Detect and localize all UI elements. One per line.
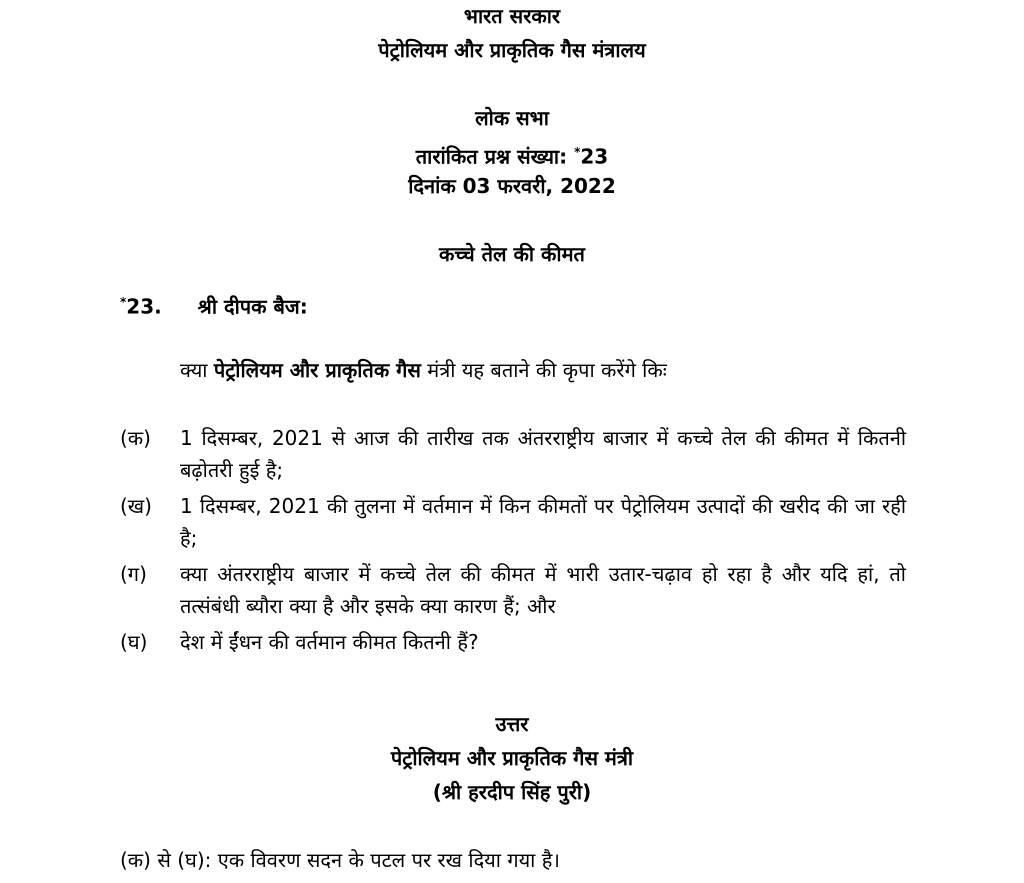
answer-heading: उत्तर (495, 712, 529, 736)
ministry-heading: पेट्रोलियम और प्राकृतिक गैस मंत्रालय (378, 38, 646, 62)
house-heading: लोक सभा (475, 106, 549, 130)
part-text: 1 दिसम्बर, 2021 से आज की तारीख तक अंतरराष्ट्रीय बाजार में कच्चे तेल की कीमत में कितनी बढ़ोतरी हुई है; (180, 426, 906, 482)
part-label: (ग) (120, 562, 147, 586)
question-serial: 23. (126, 294, 162, 319)
part-label: (क) (120, 426, 151, 450)
part-label: (घ) (120, 630, 148, 654)
question-intro (180, 356, 667, 384)
question-title: कच्चे तेल की कीमत (439, 242, 585, 266)
question-number: 23 (580, 144, 609, 169)
member-name: श्री दीपक बैज: (197, 294, 308, 319)
minister-name: (श्री हरदीप सिंह पुरी) (432, 780, 592, 804)
question-number-prefix: तारांकित प्रश्न संख्या: (415, 144, 568, 169)
minister-title: पेट्रोलियम और प्राकृतिक गैस मंत्री (390, 746, 634, 770)
intro-after: मंत्री यह बताने की कृपा करेंगे किः (427, 358, 667, 382)
answer-reply: (क) से (घ): एक विवरण सदन के पटल पर रख दिया गया है। (120, 848, 560, 872)
part-label: (ख) (120, 494, 152, 518)
question-date: दिनांक 03 फरवरी, 2022 (408, 174, 616, 198)
part-text: 1 दिसम्बर, 2021 की तुलना में वर्तमान में किन कीमतों पर पेट्रोलियम उत्पादों की खरीद की जा रही है; (180, 494, 906, 550)
starred-mark: * (574, 145, 581, 159)
question-member-line (120, 288, 308, 321)
part-text: देश में ईंधन की वर्तमान कीमत कितनी हैं? (180, 630, 479, 654)
part-text: क्या अंतरराष्ट्रीय बाजार में कच्चे तेल की कीमत में भारी उतार-चढ़ाव हो रहा है और यदि हां, तो तत्संबंधी ब्यौरा क्या है और इसके क्या कारण हैं; और (180, 562, 906, 618)
intro-before: क्या (180, 358, 208, 382)
question-number-heading (0, 138, 1024, 171)
starred-mark: * (120, 295, 127, 309)
intro-ministry: पेट्रोलियम और प्राकृतिक गैस (213, 358, 421, 382)
government-heading: भारत सरकार (463, 4, 561, 28)
